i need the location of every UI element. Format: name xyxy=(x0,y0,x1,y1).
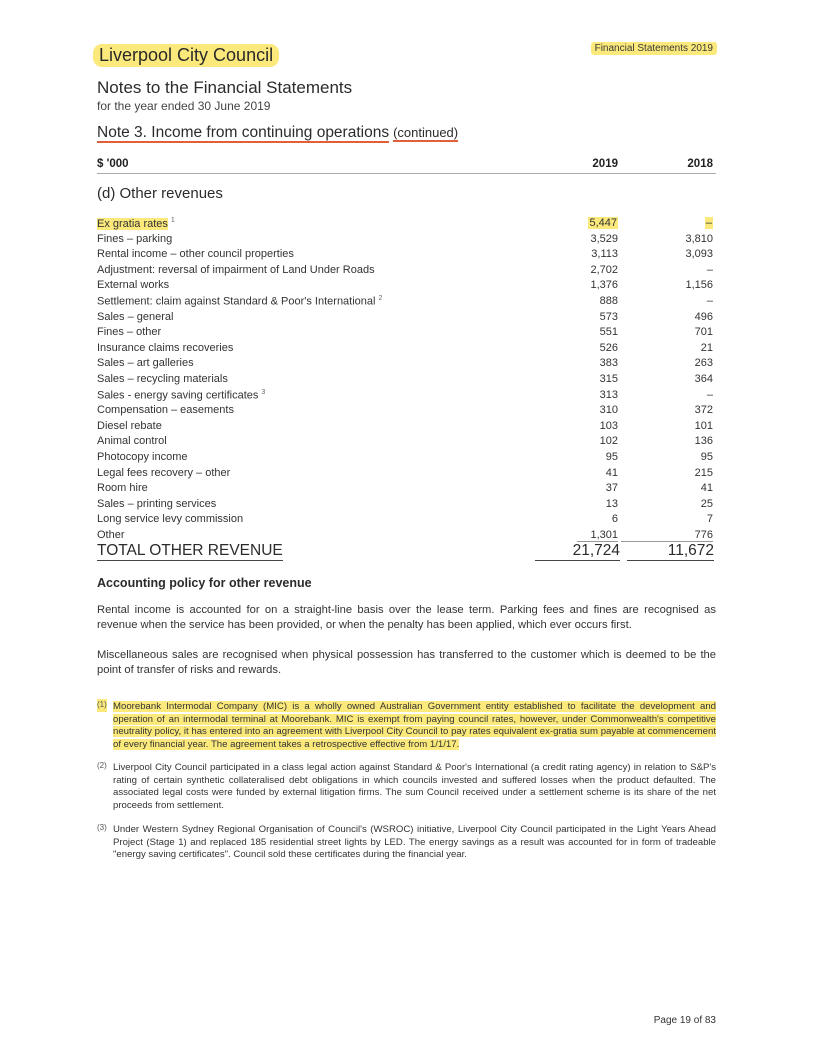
table-row xyxy=(97,419,716,435)
row-value-2019: 1,301 xyxy=(577,529,618,542)
statements-badge: Financial Statements 2019 xyxy=(591,42,717,55)
row-value-2018: – xyxy=(705,217,712,229)
row-label xyxy=(97,326,161,338)
row-label-text: Fines – other xyxy=(97,326,162,339)
row-value-2018: 41 xyxy=(700,482,713,495)
row-label-text: Photocopy income xyxy=(97,450,188,463)
row-value-2019: 5,447 xyxy=(589,217,617,229)
row-value-2018: 25 xyxy=(700,497,713,510)
row-label-text: Sales – general xyxy=(97,310,174,323)
row-label xyxy=(97,233,172,245)
row-label-text: Ex gratia rates xyxy=(97,217,168,230)
table-row xyxy=(97,497,716,513)
total-label: TOTAL OTHER REVENUE xyxy=(97,542,283,559)
total-2019: 21,724 xyxy=(535,542,620,561)
table-row xyxy=(97,232,716,248)
row-value-2019: 3,529 xyxy=(590,232,618,245)
row-value-2018: 701 xyxy=(694,326,713,339)
row-value-2019: 313 xyxy=(599,388,618,401)
row-label-text: Sales – art galleries xyxy=(97,357,194,370)
table-row xyxy=(97,247,716,263)
row-label-text: Sales – recycling materials xyxy=(97,372,228,385)
footnote-3-number: (3) xyxy=(97,823,107,832)
footnote-ref: 1 xyxy=(170,217,175,224)
total-2018: 11,672 xyxy=(627,542,714,561)
row-value-2018: 3,093 xyxy=(685,248,713,261)
row-value-2018: 776 xyxy=(621,529,713,542)
row-label-text: Room hire xyxy=(97,482,148,495)
row-label-text: Sales – printing services xyxy=(97,497,217,510)
section-title: (d) Other revenues xyxy=(97,185,223,202)
row-label xyxy=(97,295,382,308)
table-row xyxy=(97,434,716,450)
year-line: for the year ended 30 June 2019 xyxy=(97,99,271,113)
row-label xyxy=(97,389,265,402)
footnote-1-number: (1) xyxy=(97,699,107,712)
column-label-2019: 2019 xyxy=(592,158,618,170)
row-label xyxy=(97,435,167,447)
footnote-2-text: Liverpool City Council participated in a class legal action against Standard & Poor's International (a credit rating agency) in relation to S&P's rating of certain synthetic collateralised debt obligations in which councils invested and suffered losses when the product defaulted. The associated legal costs were funded by external litigation firms. The sum Council received under a settlement scheme is its share of the net proceeds from settlement. xyxy=(113,762,716,811)
table-row xyxy=(97,294,716,310)
row-value-2018: 3,810 xyxy=(685,232,713,245)
table-row xyxy=(97,278,716,294)
row-label-text: Legal fees recovery – other xyxy=(97,466,231,479)
row-label xyxy=(97,311,173,323)
revenue-table xyxy=(97,216,716,543)
row-value-2019: 3,113 xyxy=(591,248,618,261)
table-row xyxy=(97,341,716,357)
row-value-2019: 526 xyxy=(599,341,618,354)
row-label-text: Rental income – other council properties xyxy=(97,248,294,261)
policy-paragraph-1: Rental income is accounted for on a straight-line basis over the lease term. Parking fees and fines are recognised as revenue when the service has been provided, or when the penalty has been applied, which ever occurs first. xyxy=(97,604,716,631)
row-label-text: Long service levy commission xyxy=(97,513,244,526)
row-value-2018: 215 xyxy=(694,466,713,479)
row-label xyxy=(97,217,175,230)
row-value-2018: 136 xyxy=(694,435,713,448)
row-label xyxy=(97,264,375,276)
table-row xyxy=(97,310,716,326)
row-value-2019: 95 xyxy=(605,450,618,463)
page-number: Page 19 of 83 xyxy=(653,1015,716,1026)
row-label xyxy=(97,373,228,385)
table-row xyxy=(97,481,716,497)
row-label xyxy=(97,451,188,463)
row-value-2019: 1,376 xyxy=(590,279,618,292)
row-label-text: Other xyxy=(97,528,125,541)
footnote-ref: 2 xyxy=(378,294,383,302)
council-name: Liverpool City Council xyxy=(93,44,279,67)
row-value-2018: 364 xyxy=(694,372,713,385)
row-label xyxy=(97,342,233,354)
note-heading-text: Note 3. Income from continuing operations xyxy=(97,124,390,141)
row-value-2019: 2,702 xyxy=(590,263,618,276)
row-value-2019: 41 xyxy=(605,466,618,479)
row-label-text: External works xyxy=(97,279,170,292)
row-label xyxy=(97,482,148,494)
row-value-2019: 103 xyxy=(599,419,618,432)
row-value-2018: 1,156 xyxy=(685,279,713,292)
row-value-2019: 315 xyxy=(599,372,618,385)
footnote-3-text: Under Western Sydney Regional Organisation of Council's (WSROC) initiative, Liverpool City Council participated in the Light Years Ahead Project (Stage 1) and replaced 185 residential street lights by LED. The energy savings as a result was accounted for in form of tradeable "energy saving certificates". Council sold these certificates during the financial year. xyxy=(113,824,716,861)
column-label-2018: 2018 xyxy=(687,158,713,170)
row-value-2018: 263 xyxy=(694,357,713,370)
row-label xyxy=(97,357,194,369)
row-label-text: Insurance claims recoveries xyxy=(97,341,234,354)
row-label xyxy=(97,279,169,291)
row-value-2018: – xyxy=(706,294,713,307)
row-label xyxy=(97,498,216,510)
row-value-2019: 102 xyxy=(599,435,618,448)
row-value-2019: 888 xyxy=(599,294,618,307)
footnote-2-number: (2) xyxy=(97,761,107,770)
table-row xyxy=(97,466,716,482)
table-row xyxy=(97,356,716,372)
row-label xyxy=(97,513,243,525)
row-value-2018: 7 xyxy=(706,513,713,526)
row-value-2018: – xyxy=(706,388,713,401)
row-value-2019: 37 xyxy=(605,482,618,495)
row-label xyxy=(97,420,162,432)
row-label-text: Fines – parking xyxy=(97,232,173,245)
table-row xyxy=(97,216,716,232)
row-value-2018: 95 xyxy=(700,450,713,463)
row-label-text: Diesel rebate xyxy=(97,419,162,432)
row-value-2019: 6 xyxy=(611,513,618,526)
table-row xyxy=(97,512,716,528)
total-row xyxy=(97,540,716,564)
row-label-text: Sales - energy saving certificates xyxy=(97,389,259,402)
row-value-2019: 551 xyxy=(599,326,618,339)
row-label xyxy=(97,467,230,479)
row-value-2018: 21 xyxy=(700,341,713,354)
row-value-2019: 573 xyxy=(599,310,618,323)
row-label-text: Adjustment: reversal of impairment of Land Under Roads xyxy=(97,263,375,276)
column-label-units: $ '000 xyxy=(97,158,129,170)
row-label xyxy=(97,248,294,260)
row-label-text: Settlement: claim against Standard & Poor's International xyxy=(97,295,376,308)
table-row xyxy=(97,263,716,279)
row-label xyxy=(97,404,234,416)
row-value-2019: 310 xyxy=(599,404,618,417)
table-row xyxy=(97,372,716,388)
policy-heading: Accounting policy for other revenue xyxy=(97,576,312,590)
table-row xyxy=(97,403,716,419)
row-label-text: Compensation – easements xyxy=(97,404,234,417)
row-value-2019: 383 xyxy=(599,357,618,370)
row-value-2018: – xyxy=(706,263,713,276)
row-value-2019: 13 xyxy=(605,497,618,510)
row-value-2018: 496 xyxy=(694,310,713,323)
notes-title: Notes to the Financial Statements xyxy=(97,78,353,97)
footnote-ref: 3 xyxy=(261,388,266,396)
table-header xyxy=(97,152,716,174)
row-label-text: Animal control xyxy=(97,435,167,448)
row-value-2018: 101 xyxy=(694,419,713,432)
table-row xyxy=(97,388,716,404)
note-continued: (continued) xyxy=(393,125,459,140)
policy-paragraph-2: Miscellaneous sales are recognised when physical possession has transferred to the customer which is deemed to be the point of transfer of risks and rewards. xyxy=(97,649,716,676)
table-row xyxy=(97,450,716,466)
note-heading xyxy=(97,124,458,142)
row-value-2018: 372 xyxy=(694,404,713,417)
table-row xyxy=(97,325,716,341)
footnote-1-text: Moorebank Intermodal Company (MIC) is a wholly owned Australian Government entity established to facilitate the development and operation of an intermodal terminal at Moorebank. MIC is exempt from paying council rates, however, under Commonwealth's competitive neutrality policy, it has entered into an agreement with Liverpool City Council to pay rates equivalent ex-gratia sum payable at commencement of every financial year. The agreement takes a retrospective effective from 1/1/17. xyxy=(113,701,716,750)
